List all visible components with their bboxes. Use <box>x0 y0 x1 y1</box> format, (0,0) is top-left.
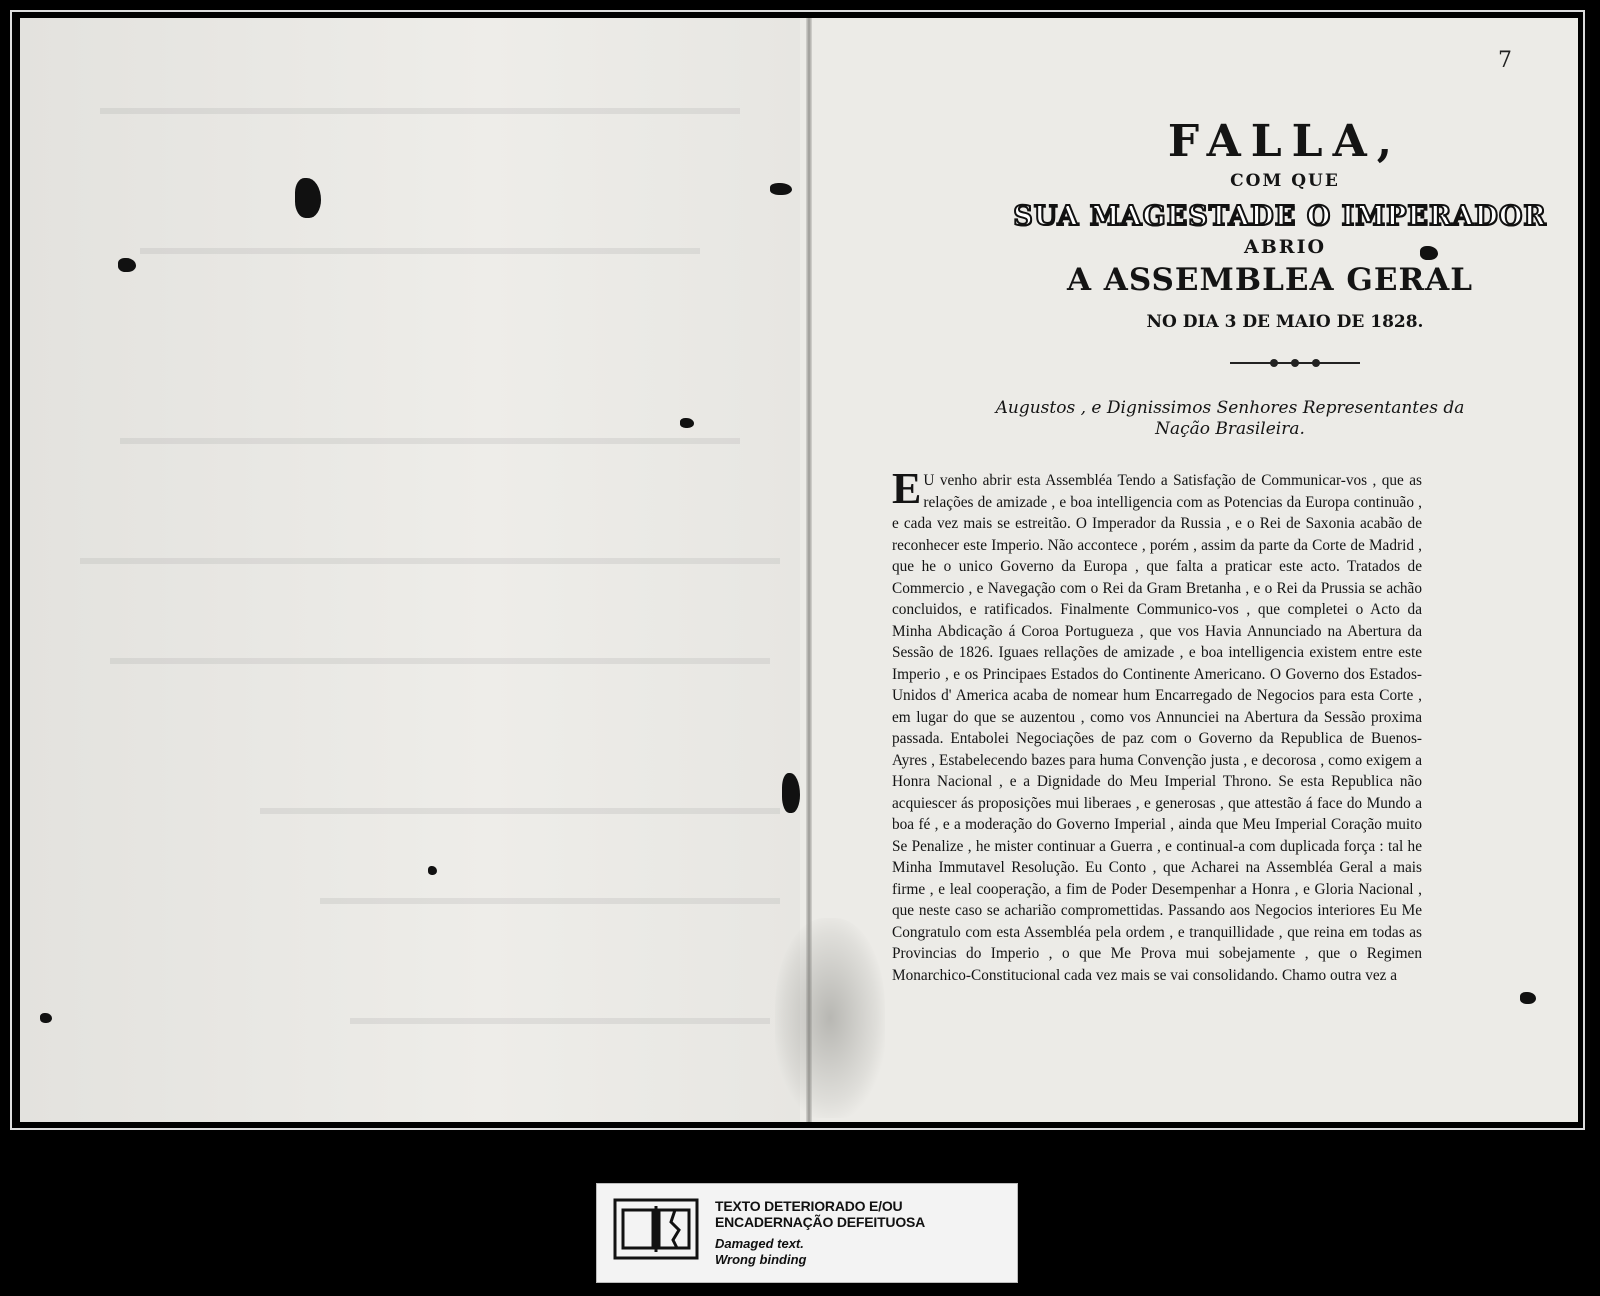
ink-blot <box>782 773 800 813</box>
drop-cap: E <box>892 464 922 513</box>
salutation <box>950 398 1510 440</box>
deterioration-stamp <box>596 1183 1018 1283</box>
damaged-book-icon <box>613 1198 699 1260</box>
stamp-title <box>715 1198 925 1230</box>
page-number: 7 <box>1498 48 1512 73</box>
document-spread <box>20 18 1578 1122</box>
subtitle-assemblea: A ASSEMBLEA GERAL <box>1066 262 1474 298</box>
bleed-through <box>350 1018 770 1024</box>
ink-blot <box>118 258 136 272</box>
ink-blot <box>40 1013 52 1023</box>
subtitle-abrio: ABRIO <box>1243 236 1327 258</box>
ink-blot <box>295 178 321 218</box>
document-title: FALLA, <box>1167 116 1403 167</box>
bleed-through <box>320 898 780 904</box>
speech-body <box>892 464 1422 986</box>
bleed-through <box>80 558 780 564</box>
subtitle-sua-magestade: SUA MAGESTADE O IMPERADOR <box>1013 201 1547 232</box>
stamp-line: Wrong binding <box>715 1252 807 1267</box>
ink-blot <box>428 866 437 875</box>
stamp-line: Damaged text. <box>715 1236 804 1251</box>
ink-blot <box>680 418 694 428</box>
bleed-through <box>140 248 700 254</box>
date-line: NO DIA 3 DE MAIO DE 1828. <box>1146 312 1424 332</box>
bleed-through <box>260 808 780 814</box>
ornament-divider <box>1230 358 1360 368</box>
salutation-line: Nação Brasileira. <box>1155 419 1305 439</box>
water-stain <box>775 918 885 1118</box>
stamp-line: ENCADERNAÇÃO DEFEITUOSA <box>715 1214 926 1230</box>
left-page-faded <box>20 18 800 1122</box>
ink-blot <box>770 183 792 195</box>
ink-blot <box>1520 992 1536 1004</box>
salutation-line: Augustos , e Dignissimos Senhores Representantes da <box>995 398 1465 418</box>
bleed-through <box>120 438 740 444</box>
speech-text: U venho abrir esta Assembléa Tendo a Satisfação de Communicar-vos , que as relações de amizade , e boa intelligencia com as Potencias da Europa continuão , e cada vez mais se estreitão. O Imperador da Russia , e o Rei de Saxonia acabão de reconhecer este Imperio. Não accontece , porém , assim da parte da Corte de Madrid , que he o unico Governo da Europa , que falta a praticar este acto. Tratados de Commercio , e Navegação com o Rei da Gram Bretanha , e o Rei da Prussia se achão concluidos, e ratificados. Finalmente Communico-vos , que completei o Acto da Minha Abdicação á Coroa Portugueza , que vos Havia Annunciado na Abertura da Sessão de 1826. Iguaes rellações de amizade , e boa intelligencia existem entre este Imperio , e os Principaes Estados do Continente Americano. O Governo dos Estados-Unidos d' America acaba de nomear hum Encarregado de Negocios para esta Corte , em lugar do que se auzentou , como vos Annunciei na Abertura da Sessão proxima passada. Entabolei Negociações de paz com o Governo da Republica de Buenos-Ayres , Estabelecendo bazes para huma Convenção justa , e decorosa , como exigem a Honra Nacional , e a Dignidade do Meu Imperial Throno. Se esta Republica não acquiescer ás proposições mui liberaes , e generosas , que attestão á face do Mundo a boa fé , e a moderação do Governo Imperial , ainda que Meu Imperial Coração muito Se Penalize , he mister continuar a Guerra , e continual-a com duplicada força : tal he Minha Immutavel Resolução. Eu Conto , que Acharei na Assembléa Geral a mais firme , e leal cooperação, a fim de Poder Desempenhar a Honra , e Gloria Nacional , que neste caso se acharião compromettidas. Passando aos Negocios interiores Eu Me Congratulo com esta Assembléa pela ordem , e tranquillidade , que reina em todas as Provincias do Imperio , o que Me Prova mui sobejamente , que o Regimen Monarchico-Constitucional cada vez mais se vai consolidando. Chamo outra vez a <box>892 472 1422 984</box>
stamp-line: TEXTO DETERIORADO E/OU <box>715 1198 903 1214</box>
bleed-through <box>110 658 770 664</box>
right-page <box>870 38 1560 986</box>
stamp-subtitle <box>715 1236 806 1268</box>
subtitle-com-que: COM QUE <box>1230 171 1340 191</box>
bleed-through <box>100 108 740 114</box>
